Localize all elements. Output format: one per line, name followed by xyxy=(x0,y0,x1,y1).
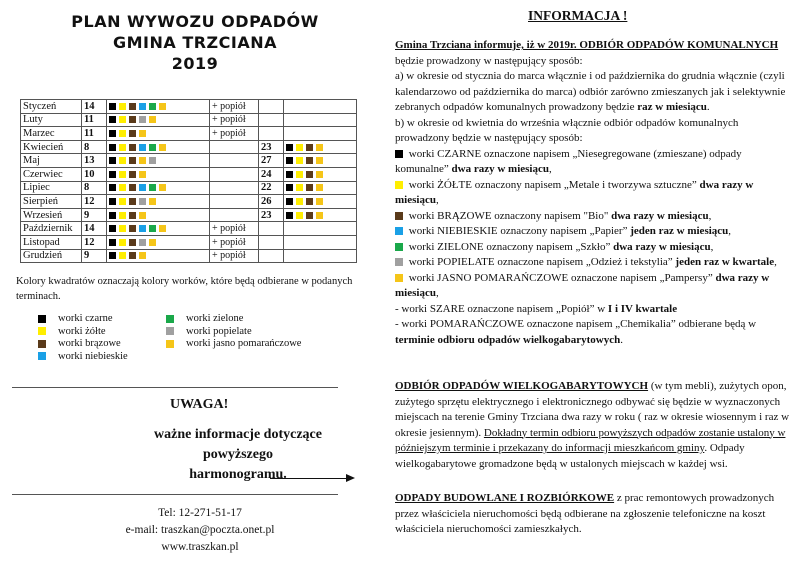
legend-label: worki żółte xyxy=(58,325,106,337)
swatch-pomaranczowe xyxy=(159,144,166,151)
period-a-bold: raz w miesiącu xyxy=(637,101,707,113)
swatch-pomaranczowe xyxy=(316,184,323,191)
contact-email[interactable]: e-mail: traszkan@poczta.onet.pl xyxy=(125,524,275,536)
swatch-pomaranczowe xyxy=(149,198,156,205)
extra-cell: + popiół xyxy=(210,127,259,141)
swatch-brazowe xyxy=(395,212,403,220)
swatch-brazowe xyxy=(306,212,313,219)
bag-item-text: worki ŻÓŁTE oznaczony napisem „Metale i tworzywa sztuczne” xyxy=(406,178,700,191)
swatch-pomaranczowe xyxy=(139,157,146,164)
swatch-pomaranczowe xyxy=(159,103,166,110)
extra-cell xyxy=(210,167,259,181)
swatch-popielate xyxy=(139,198,146,205)
swatch-brazowe xyxy=(129,157,136,164)
bag-items-list xyxy=(395,147,793,302)
swatch-czarne xyxy=(286,144,293,151)
day-cell: 13 xyxy=(82,154,107,168)
swatch-niebieskie xyxy=(139,184,146,191)
bulky-waste-text-2: . Odpady wielkogabarytowe gromadzone będą w ustalonych miejscach w każdej wsi. xyxy=(395,442,745,470)
swatch-czarne xyxy=(109,252,116,259)
day-cell: 14 xyxy=(82,100,107,114)
day-cell: 11 xyxy=(82,127,107,141)
swatch-brazowe xyxy=(38,340,46,348)
bag-item-text: worki ZIELONE oznaczony napisem „Szkło” xyxy=(406,240,614,253)
bag-item-comma: , xyxy=(728,225,732,237)
schedule-table xyxy=(20,99,357,263)
schedule-row xyxy=(21,140,357,154)
swatch-brazowe xyxy=(129,212,136,219)
swatch-niebieskie xyxy=(139,144,146,151)
swatches2-cell xyxy=(284,208,357,222)
swatches-cell xyxy=(107,222,210,236)
day2-cell: 24 xyxy=(259,167,284,181)
day-cell: 9 xyxy=(82,208,107,222)
uwaga-heading: UWAGA! xyxy=(170,397,229,412)
schedule-row xyxy=(21,100,357,114)
swatch-czarne xyxy=(38,315,46,323)
swatch-czarne xyxy=(286,157,293,164)
swatch-popielate xyxy=(139,116,146,123)
arrow-right-icon xyxy=(346,474,355,482)
swatch-popielate xyxy=(139,239,146,246)
swatch-zielone xyxy=(149,225,156,232)
swatch-czarne xyxy=(109,184,116,191)
extra-cell: + popiół xyxy=(210,113,259,127)
period-a-text: a) w okresie od stycznia do marca włącznie i od października do grudnia włącznie (czyli kalendarzowo od października do marca) odbiór zarówno zmieszanych jak i selektywnie zebranych odpadów komunalnych prowadzony będzie xyxy=(395,70,786,113)
day2-cell xyxy=(259,235,284,249)
plan-title-line-3: 2019 xyxy=(171,54,219,73)
day-cell: 10 xyxy=(82,167,107,181)
swatches-cell xyxy=(107,140,210,154)
bag-item xyxy=(395,224,793,240)
month-cell: Luty xyxy=(21,113,82,127)
bag-item-comma: , xyxy=(435,287,439,299)
swatch-zolte xyxy=(296,157,303,164)
bag-item xyxy=(395,271,793,302)
swatch-czarne xyxy=(109,103,116,110)
day2-cell: 27 xyxy=(259,154,284,168)
swatch-czarne xyxy=(109,130,116,137)
bag-item-comma: , xyxy=(710,240,714,253)
collection-heading: Gmina Trzciana informuje, iż w 2019r. ODBIÓR ODPADÓW KOMUNALNYCH xyxy=(395,39,779,51)
bag-item xyxy=(395,147,793,178)
right-panel xyxy=(395,0,795,566)
swatch-brazowe xyxy=(306,171,313,178)
swatch-zielone xyxy=(149,184,156,191)
construction-waste-info xyxy=(395,491,793,538)
contact-block xyxy=(100,505,300,556)
swatch-czarne xyxy=(109,144,116,151)
bulky-waste-heading: ODBIÓR ODPADÓW WIELKOGABARYTOWYCH xyxy=(395,380,649,392)
swatch-czarne xyxy=(109,239,116,246)
arrow-line xyxy=(270,478,348,479)
contact-website[interactable]: www.traszkan.pl xyxy=(161,541,239,553)
month-cell: Wrzesień xyxy=(21,208,82,222)
month-cell: Marzec xyxy=(21,127,82,141)
swatch-zolte xyxy=(119,171,126,178)
day-cell: 11 xyxy=(82,113,107,127)
swatches-cell xyxy=(107,127,210,141)
swatch-brazowe xyxy=(306,157,313,164)
schedule-row xyxy=(21,113,357,127)
swatch-pomaranczowe xyxy=(395,274,403,282)
legend-item xyxy=(166,326,301,339)
important-info xyxy=(118,425,358,485)
day2-cell: 23 xyxy=(259,208,284,222)
swatch-pomaranczowe xyxy=(316,212,323,219)
day2-cell: 22 xyxy=(259,181,284,195)
swatch-niebieskie xyxy=(139,103,146,110)
day2-cell xyxy=(259,113,284,127)
swatch-czarne xyxy=(109,198,116,205)
swatch-pomaranczowe xyxy=(149,239,156,246)
month-cell: Sierpień xyxy=(21,195,82,209)
swatch-popielate xyxy=(395,258,403,266)
swatch-czarne xyxy=(109,212,116,219)
schedule-row xyxy=(21,208,357,222)
legend-label: worki zielone xyxy=(186,313,244,324)
bag-item xyxy=(395,209,793,225)
bag-item xyxy=(395,255,793,271)
bulky-waste-text-1: (w tym mebli), zużytych opon, zużytego sprzętu elektrycznego i elektronicznego odbywać się będzie w wyznaczonych miejscach na terenie Gminy Trzciana dwa razy w roku ( raz w okresie wiosennym i raz w okresie jesiennym). xyxy=(395,380,790,439)
day2-cell xyxy=(259,100,284,114)
month-cell: Czerwiec xyxy=(21,167,82,181)
important-line-2: harmonogramu. xyxy=(189,467,287,482)
month-cell: Styczeń xyxy=(21,100,82,114)
swatch-zolte xyxy=(296,171,303,178)
bulky-waste-underlined: Dokładny termin odbioru powyższych odpadów zostanie ustalony w późniejszym terminie i przekazany do informacji mieszkańcom gminy xyxy=(395,426,786,454)
bag-item-frequency: jeden raz w kwartale xyxy=(675,256,775,268)
swatch-pomaranczowe xyxy=(159,225,166,232)
swatch-zolte xyxy=(296,144,303,151)
swatch-pomaranczowe xyxy=(139,212,146,219)
swatch-zolte xyxy=(296,198,303,205)
swatches2-cell xyxy=(284,195,357,209)
swatches2-cell xyxy=(284,181,357,195)
swatch-zolte xyxy=(119,198,126,205)
swatch-czarne xyxy=(286,184,293,191)
swatch-niebieskie xyxy=(139,225,146,232)
day-cell: 14 xyxy=(82,222,107,236)
swatch-brazowe xyxy=(129,198,136,205)
swatch-zolte xyxy=(119,157,126,164)
schedule-row xyxy=(21,249,357,263)
extra-cell: + popiół xyxy=(210,249,259,263)
bag-item-frequency: dwa razy w miesiącu xyxy=(611,209,709,222)
swatch-pomaranczowe xyxy=(166,340,174,348)
month-cell: Październik xyxy=(21,222,82,236)
bag-item-frequency: jeden raz w miesiącu xyxy=(630,225,729,237)
swatch-zielone xyxy=(149,144,156,151)
legend-item xyxy=(166,338,301,351)
divider-bottom xyxy=(12,494,338,495)
legend-label: worki niebieskie xyxy=(58,350,128,362)
swatches-cell xyxy=(107,195,210,209)
info-title: INFORMACJA ! xyxy=(528,8,628,23)
bag-item-comma: , xyxy=(774,256,777,268)
extra-cell xyxy=(210,181,259,195)
bag-item-frequency: dwa razy w miesiącu xyxy=(451,163,549,175)
schedule-row xyxy=(21,195,357,209)
schedule-row xyxy=(21,127,357,141)
left-panel xyxy=(0,0,390,566)
extra-cell: + popiół xyxy=(210,222,259,236)
extra-cell xyxy=(210,195,259,209)
bag-item-text: worki BRĄZOWE oznaczony napisem "Bio" xyxy=(406,209,612,222)
swatches-cell xyxy=(107,208,210,222)
swatch-zolte xyxy=(395,181,403,189)
legend-item xyxy=(38,351,128,364)
swatches2-cell xyxy=(284,127,357,141)
month-cell: Grudzień xyxy=(21,249,82,263)
swatch-czarne xyxy=(395,150,403,158)
bag-item-text: worki CZARNE oznaczone napisem „Niesegregowane (zmieszane) odpady komunalne” xyxy=(395,147,742,175)
swatch-zolte xyxy=(119,252,126,259)
chemikalia-text: - worki POMARAŃCZOWE oznaczone napisem „Chemikalia” odbierane będą w xyxy=(395,318,757,330)
swatches-cell xyxy=(107,113,210,127)
swatch-zolte xyxy=(119,225,126,232)
swatch-zolte xyxy=(119,130,126,137)
swatch-zolte xyxy=(119,116,126,123)
swatches-cell xyxy=(107,154,210,168)
swatch-zielone xyxy=(166,315,174,323)
schedule-row xyxy=(21,167,357,181)
swatch-zolte xyxy=(119,144,126,151)
swatch-niebieskie xyxy=(38,352,46,360)
legend-column-1 xyxy=(38,313,128,363)
schedule-row xyxy=(21,154,357,168)
swatches2-cell xyxy=(284,249,357,263)
day2-cell: 23 xyxy=(259,140,284,154)
swatch-pomaranczowe xyxy=(139,130,146,137)
construction-waste-heading: ODPADY BUDOWLANE I ROZBIÓRKOWE xyxy=(395,492,615,504)
schedule-row xyxy=(21,235,357,249)
plan-title-line-1: PLAN WYWOZU ODPADÓW xyxy=(71,12,319,31)
swatch-zolte xyxy=(119,239,126,246)
legend-label: worki jasno pomarańczowe xyxy=(186,338,302,349)
day2-cell: 26 xyxy=(259,195,284,209)
swatch-pomaranczowe xyxy=(149,116,156,123)
swatch-zolte xyxy=(296,212,303,219)
swatch-pomaranczowe xyxy=(159,184,166,191)
contact-phone: Tel: 12-271-51-17 xyxy=(158,507,242,519)
swatch-popielate xyxy=(149,157,156,164)
day-cell: 9 xyxy=(82,249,107,263)
bag-item-frequency: dwa razy w miesiącu xyxy=(613,240,711,253)
legend-item xyxy=(166,313,301,326)
swatch-zielone xyxy=(149,103,156,110)
bag-item-text: worki POPIELATE oznaczone napisem „Odzież i tekstylia” xyxy=(406,256,676,268)
szare-text: - worki SZARE oznaczone napisem „Popiół” w xyxy=(395,302,608,315)
swatch-brazowe xyxy=(306,184,313,191)
bag-item-frequency: dwa razy w miesiącu xyxy=(395,271,770,299)
bag-item-comma: , xyxy=(548,163,552,175)
swatch-czarne xyxy=(286,212,293,219)
collection-heading-rest: będzie prowadzony w następujący sposób: xyxy=(395,54,583,67)
swatch-zolte xyxy=(119,184,126,191)
swatches2-cell xyxy=(284,100,357,114)
swatches2-cell xyxy=(284,113,357,127)
day-cell: 12 xyxy=(82,195,107,209)
bag-item xyxy=(395,240,793,256)
plan-title-line-2: GMINA TRZCIANA xyxy=(112,33,278,52)
swatch-brazowe xyxy=(129,171,136,178)
extra-cell xyxy=(210,208,259,222)
swatch-czarne xyxy=(109,116,116,123)
legend-item xyxy=(38,338,128,351)
swatch-czarne xyxy=(109,157,116,164)
bag-item-comma: , xyxy=(708,209,712,222)
swatch-zolte xyxy=(296,184,303,191)
schedule-row xyxy=(21,222,357,236)
day2-cell xyxy=(259,222,284,236)
swatch-pomaranczowe xyxy=(316,157,323,164)
legend-item xyxy=(38,313,128,326)
chemikalia-bold: terminie odbioru odpadów wielkogabarytowych xyxy=(395,333,621,346)
swatch-zielone xyxy=(395,243,403,251)
swatches2-cell xyxy=(284,140,357,154)
swatch-brazowe xyxy=(129,103,136,110)
swatch-czarne xyxy=(286,198,293,205)
day-cell: 8 xyxy=(82,140,107,154)
extra-cell: + popiół xyxy=(210,100,259,114)
swatches2-cell xyxy=(284,167,357,181)
day-cell: 12 xyxy=(82,235,107,249)
swatch-brazowe xyxy=(129,252,136,259)
swatches2-cell xyxy=(284,222,357,236)
period-b-text: b) w okresie od kwietnia do września włącznie odbiór odpadów komunalnych prowadzony będzie w następujący sposób: xyxy=(395,116,739,144)
important-line-1: ważne informacje dotyczące powyższego xyxy=(154,427,322,462)
extra-cell: + popiół xyxy=(210,235,259,249)
bag-item-frequency: dwa razy w miesiącu xyxy=(395,178,754,206)
day-cell: 8 xyxy=(82,181,107,195)
szare-bold: I i IV kwartale xyxy=(607,302,678,315)
swatch-pomaranczowe xyxy=(316,198,323,205)
swatches-cell xyxy=(107,181,210,195)
schedule-row xyxy=(21,181,357,195)
month-cell: Lipiec xyxy=(21,181,82,195)
swatch-brazowe xyxy=(129,239,136,246)
swatch-brazowe xyxy=(129,184,136,191)
swatch-brazowe xyxy=(306,144,313,151)
divider-top xyxy=(12,387,338,388)
legend-label: worki brązowe xyxy=(58,338,121,349)
swatch-popielate xyxy=(166,327,174,335)
legend-label: worki czarne xyxy=(58,313,113,324)
swatch-pomaranczowe xyxy=(316,144,323,151)
extra-cell xyxy=(210,154,259,168)
construction-waste-text: z prac remontowych prowadzonych przez właściciela nieruchomości będą odbierane na zgłoszenie telefoniczne na koszt właściciela nieruchomości zamieszkałych. xyxy=(395,492,775,535)
swatches-cell xyxy=(107,249,210,263)
swatch-brazowe xyxy=(129,116,136,123)
swatch-zolte xyxy=(119,212,126,219)
bulky-waste-info xyxy=(395,379,793,472)
swatch-pomaranczowe xyxy=(316,171,323,178)
day2-cell xyxy=(259,249,284,263)
swatch-zolte xyxy=(38,327,46,335)
swatch-brazowe xyxy=(129,130,136,137)
swatch-zolte xyxy=(119,103,126,110)
swatch-brazowe xyxy=(306,198,313,205)
swatch-pomaranczowe xyxy=(139,171,146,178)
bag-item-comma: , xyxy=(435,194,439,206)
swatch-brazowe xyxy=(129,225,136,232)
swatches-cell xyxy=(107,235,210,249)
collection-info: Gmina Trzciana informuje, iż w 2019r. ODBIÓR ODPADÓW KOMUNALNYCH będzie prowadzony w następujący sposób: a) w okresie od stycznia do marca włącznie i od października do grudnia włącznie (czyli kalendarzowo od października do marca) odbiór zarówno zmieszanych jak i selektywnie zebranych odpadów komunalnych prowadzony będzie raz w miesiącu. b) w okresie od kwietnia do września włącznie odbiór odpadów komunalnych prowadzony będzie w następujący sposób: worki CZARNE oznaczone napisem „Niesegregowane (zmieszane) odpady komunalne” dwa razy w miesiącu, worki ŻÓŁTE oznaczony napisem „Metale i tworzywa sztuczne” dwa razy w miesiącu, worki BRĄZOWE oznaczony napisem "Bio" dwa razy w miesiącu, worki NIEBIESKIE oznaczony napisem „Papier” jeden raz w miesiącu, worki ZIELONE oznaczony napisem „Szkło” dwa razy w miesiącu, worki POPIELATE oznaczone napisem „Odzież i tekstylia” jeden raz w kwartale, worki JASNO POMARAŃCZOWE oznaczone napisem „Pampersy” dwa razy w miesiącu, - worki SZARE oznaczone napisem „Popiół” w I i IV kwartale - worki POMARAŃCZOWE oznaczone napisem „Chemikalia” odbierane będą w terminie odbioru odpadów wielkogabarytowych. xyxy=(395,38,793,348)
extra-cell xyxy=(210,140,259,154)
month-cell: Maj xyxy=(21,154,82,168)
legend-item xyxy=(38,326,128,339)
swatch-pomaranczowe xyxy=(139,252,146,259)
month-cell: Kwiecień xyxy=(21,140,82,154)
legend-label: worki popielate xyxy=(186,325,252,337)
bag-item-text: worki NIEBIESKIE oznaczony napisem „Papier” xyxy=(406,225,631,237)
bag-item-text: worki JASNO POMARAŃCZOWE oznaczone napisem „Pampersy” xyxy=(406,271,716,284)
month-cell: Listopad xyxy=(21,235,82,249)
legend-column-2 xyxy=(166,313,301,351)
swatches-cell xyxy=(107,100,210,114)
swatch-czarne xyxy=(109,225,116,232)
day2-cell xyxy=(259,127,284,141)
bag-item xyxy=(395,178,793,209)
swatch-czarne xyxy=(286,171,293,178)
swatch-niebieskie xyxy=(395,227,403,235)
swatches2-cell xyxy=(284,154,357,168)
swatch-czarne xyxy=(109,171,116,178)
swatches-cell xyxy=(107,167,210,181)
swatch-brazowe xyxy=(129,144,136,151)
swatches2-cell xyxy=(284,235,357,249)
color-note: Kolory kwadratów oznaczają kolory worków, które będą odbierane w podanych terminach. xyxy=(16,276,353,302)
